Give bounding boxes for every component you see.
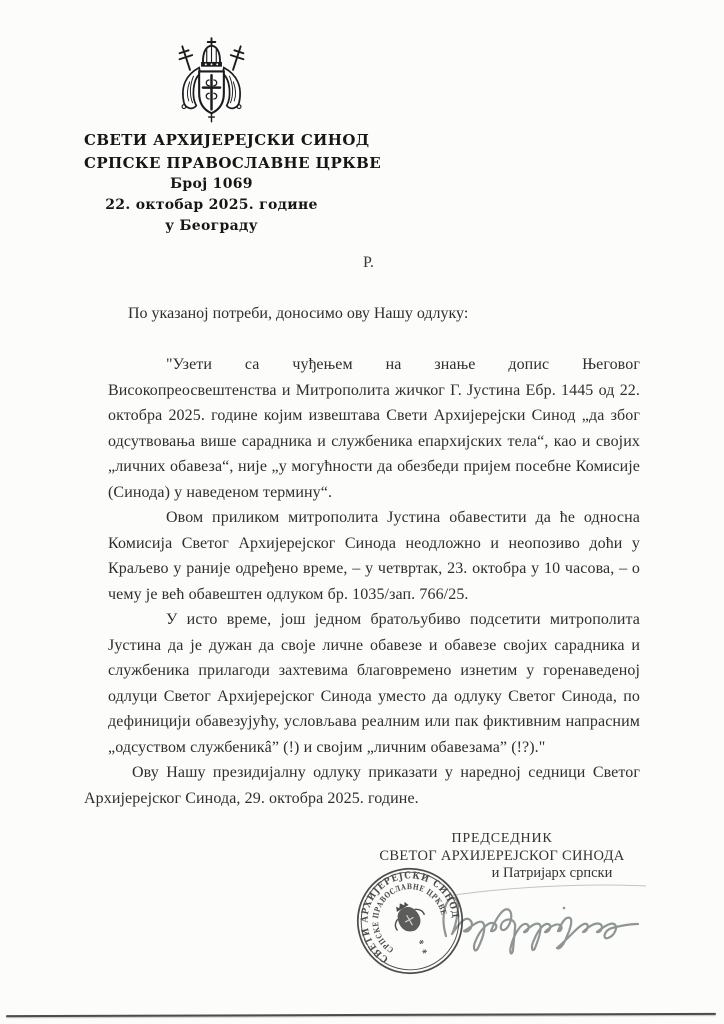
letterhead-org-line2: СРПСКЕ ПРАВОСЛАВНЕ ЦРКВЕ (84, 153, 382, 172)
stamp-star-1: * (417, 938, 428, 951)
official-stamp (352, 863, 468, 979)
decision-body (84, 352, 640, 811)
letterhead (84, 36, 382, 237)
signature-title-president: ПРЕДСЕДНИК (451, 831, 553, 846)
reference-mark: Р. (363, 254, 374, 271)
decision-paragraph-2: Овом приликом митрополита Јустина обавестити да ће односна Комисија Светог Архијерејског Синода неодложно и неопозиво доћи у Краљево у раније одређено време, – у четвртак, 23. октобра у 10 часова, – о чему је већ обавештен одлуком бр. 1035/зап. 766/25. (108, 509, 640, 603)
letterhead-number: Број 1069 (170, 176, 253, 192)
decision-paragraph-1: "Узети са чуђењем на знање допис Његовог Високопреосвештенства и Митрополита жичког Г. Јустина Ебр. 1445 од 22. октобра 2025. године којим извештава Свети Архијерејски Синод „да због одсутвовања више сарадника и службеника епархијских тела“, као и својих „личних обавеза“, није „у могућности да обезбеди пријем посебне Комисије (Синода) у наведеном термину“. (108, 356, 640, 501)
stamp-center-arms (386, 896, 429, 938)
decision-intro: По указаној потреби, доносимо ову Нашу одлуку: (128, 305, 469, 322)
signature-title-synod: СВЕТОГ АРХИЈЕРЕЈСКОГ СИНОДА (379, 847, 625, 864)
letterhead-place: у Београду (165, 218, 258, 234)
letterhead-org-line1: СВЕТИ АРХИЈЕРЕЈСКИ СИНОД (84, 131, 370, 149)
signature-title-patriarch: и Патријарх српски (491, 865, 613, 881)
letterhead-date: 22. октобар 2025. године (105, 197, 318, 213)
stamp-star-2: * (420, 947, 431, 960)
patriarch-signature (436, 878, 651, 958)
stamp-outer-text: СВЕТИ АРХИЈЕРЕЈСКИ СИНОД (359, 870, 461, 965)
decision-paragraph-3: У исто време, још једном братољубиво подсетити митрополита Јустина да је дужан да своје личне обавезе и обавезе својих сарадника и службеника прилагоди захтевима благовремено изнетим у горенаведеној одлуци Светог Архијерејског Синода уместо да одлуку Светог Синода, по дефиницији обавезујућу, условљава реалним или пак фиктивним напрасним „одсуством службеникâ” (!) и својим „личним обавезама” (!?)." (108, 611, 640, 756)
stamp-inner-text: СРПСКЕ ПРАВОСЛАВНЕ ЦРКВЕ (370, 882, 449, 955)
decision-closing: Ову Нашу президијалну одлуку приказати у наредној седници Светог Архијерејског Синода, 29. октобра 2025. године. (84, 764, 640, 807)
church-coat-of-arms-icon (164, 36, 259, 124)
scan-edge-line (6, 1013, 716, 1017)
